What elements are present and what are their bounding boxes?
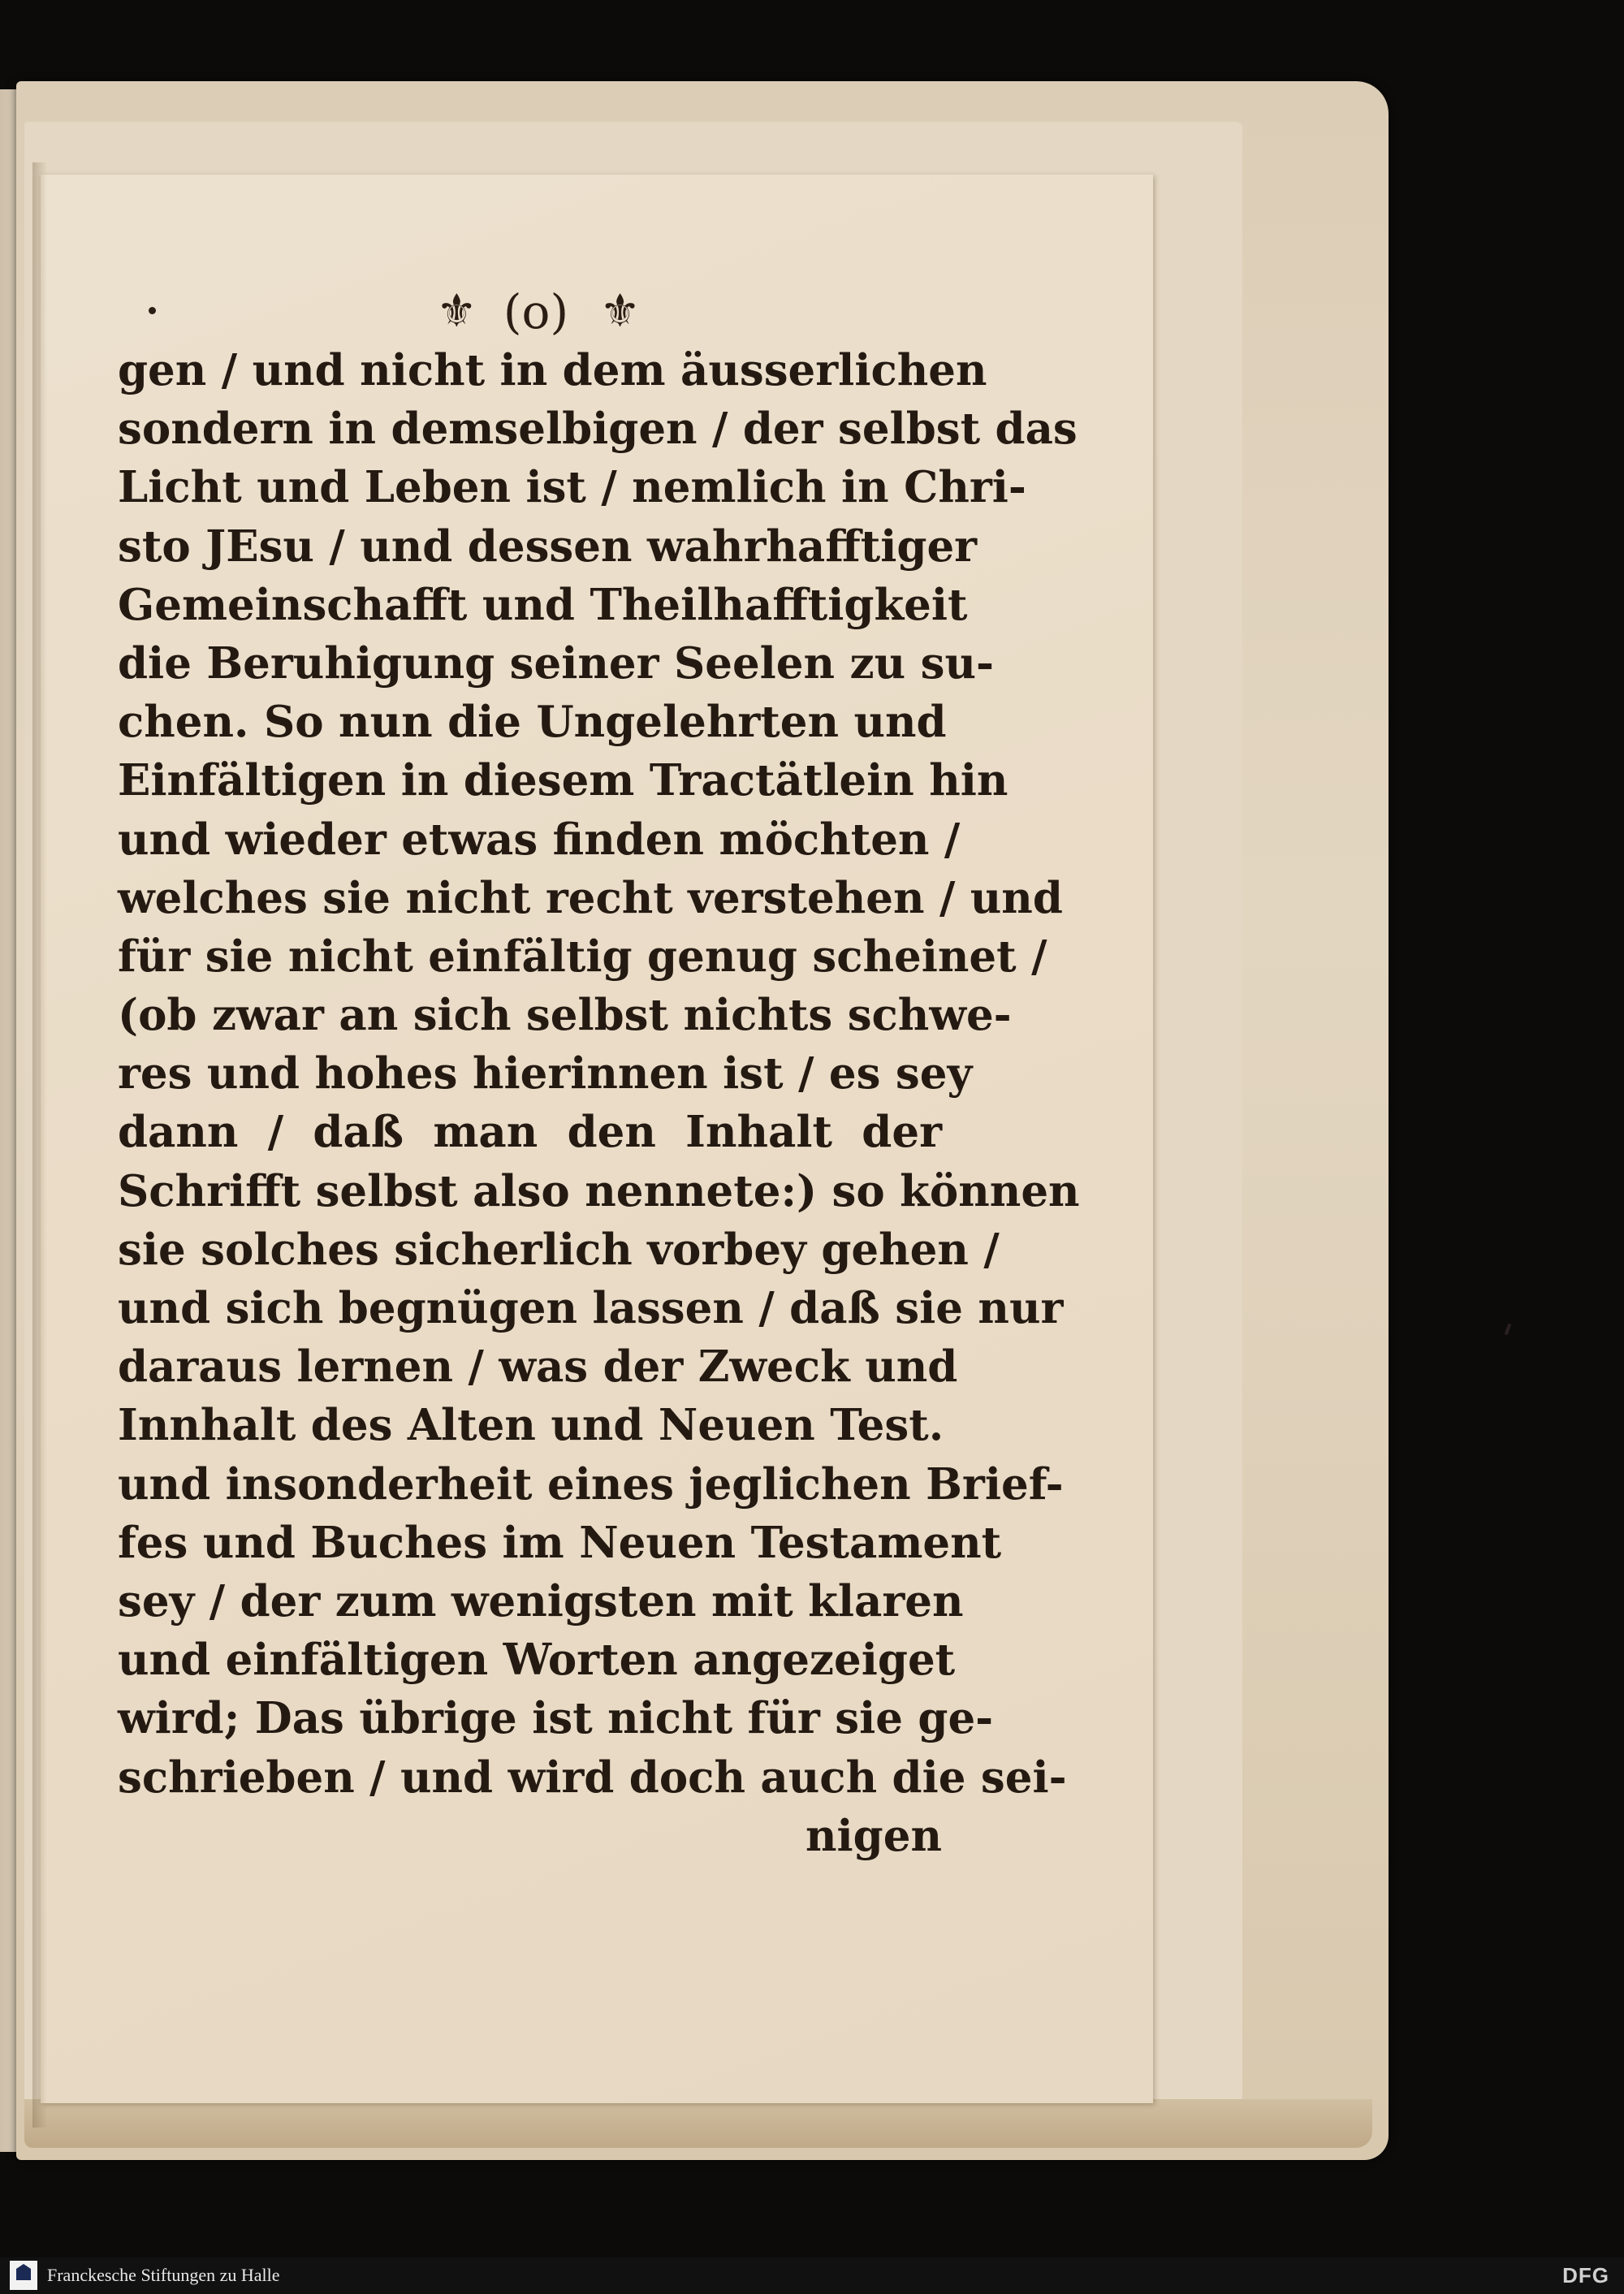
- ornament-left-icon: ⚜: [436, 285, 473, 339]
- viewer-footer: [0, 2257, 1624, 2294]
- text-line: und wieder etwas finden möchten /: [118, 814, 961, 865]
- text-line: und sich begnügen lassen / daß sie nur: [118, 1283, 1064, 1333]
- dust-speck: [1505, 1324, 1512, 1336]
- text-line: und einfältigen Worten angezeiget: [118, 1635, 956, 1686]
- text-line: für sie nicht einfältig genug scheinet /: [118, 931, 1047, 982]
- ornament-right-icon: ⚜: [599, 285, 636, 339]
- page-bottom-edge: [24, 2099, 1372, 2148]
- text-line: Licht und Leben ist / nemlich in Chri-: [118, 462, 1026, 513]
- text-line: Innhalt des Alten und Neuen Test.: [118, 1400, 944, 1451]
- page-body-text: [118, 341, 1080, 1865]
- text-line: und insonderheit eines jeglichen Brief-: [118, 1458, 1064, 1510]
- text-line: daraus lernen / was der Zweck und: [118, 1341, 958, 1393]
- shield-icon: [16, 2264, 31, 2280]
- text-line: sie solches sicherlich vorbey gehen /: [118, 1224, 1000, 1275]
- spine-shadow: [32, 162, 47, 2128]
- text-line: sondern in demselbigen / der selbst das: [118, 404, 1078, 455]
- institution-logo[interactable]: [10, 2261, 37, 2290]
- text-line: die Beruhigung seiner Seelen zu su-: [118, 637, 994, 689]
- text-line: sto JEsu / und dessen wahrhafftiger: [118, 521, 978, 572]
- text-line: Gemeinschafft und Theilhafftigkeit: [118, 579, 968, 630]
- text-line: dann / daß man den Inhalt der: [118, 1107, 942, 1158]
- text-line: Schrifft selbst also nennete:) so können: [118, 1165, 1080, 1216]
- institution-name[interactable]: Franckesche Stiftungen zu Halle: [47, 2265, 280, 2285]
- text-line: fes und Buches im Neuen Testament: [118, 1517, 1002, 1568]
- text-line: schrieben / und wird doch auch die sei-: [118, 1752, 1067, 1803]
- text-line: res und hohes hierinnen ist / es sey: [118, 1048, 973, 1099]
- catchword: nigen: [806, 1810, 942, 1861]
- text-line: wird; Das übrige ist nicht für sie ge-: [118, 1693, 994, 1744]
- text-line: welches sie nicht recht verstehen / und: [118, 872, 1063, 923]
- text-line: chen. So nun die Ungelehrten und: [118, 697, 947, 748]
- text-line: Einfältigen in diesem Tractätlein hin: [118, 755, 1009, 806]
- text-line: gen / und nicht in dem äusserlichen: [118, 345, 987, 395]
- page-header: [122, 280, 950, 337]
- text-line: (ob zwar an sich selbst nichts schwe-: [118, 990, 1012, 1041]
- page-number: (o): [503, 283, 569, 339]
- text-line: sey / der zum wenigsten mit klaren: [118, 1575, 964, 1627]
- dfg-logo[interactable]: DFG: [1562, 2263, 1609, 2288]
